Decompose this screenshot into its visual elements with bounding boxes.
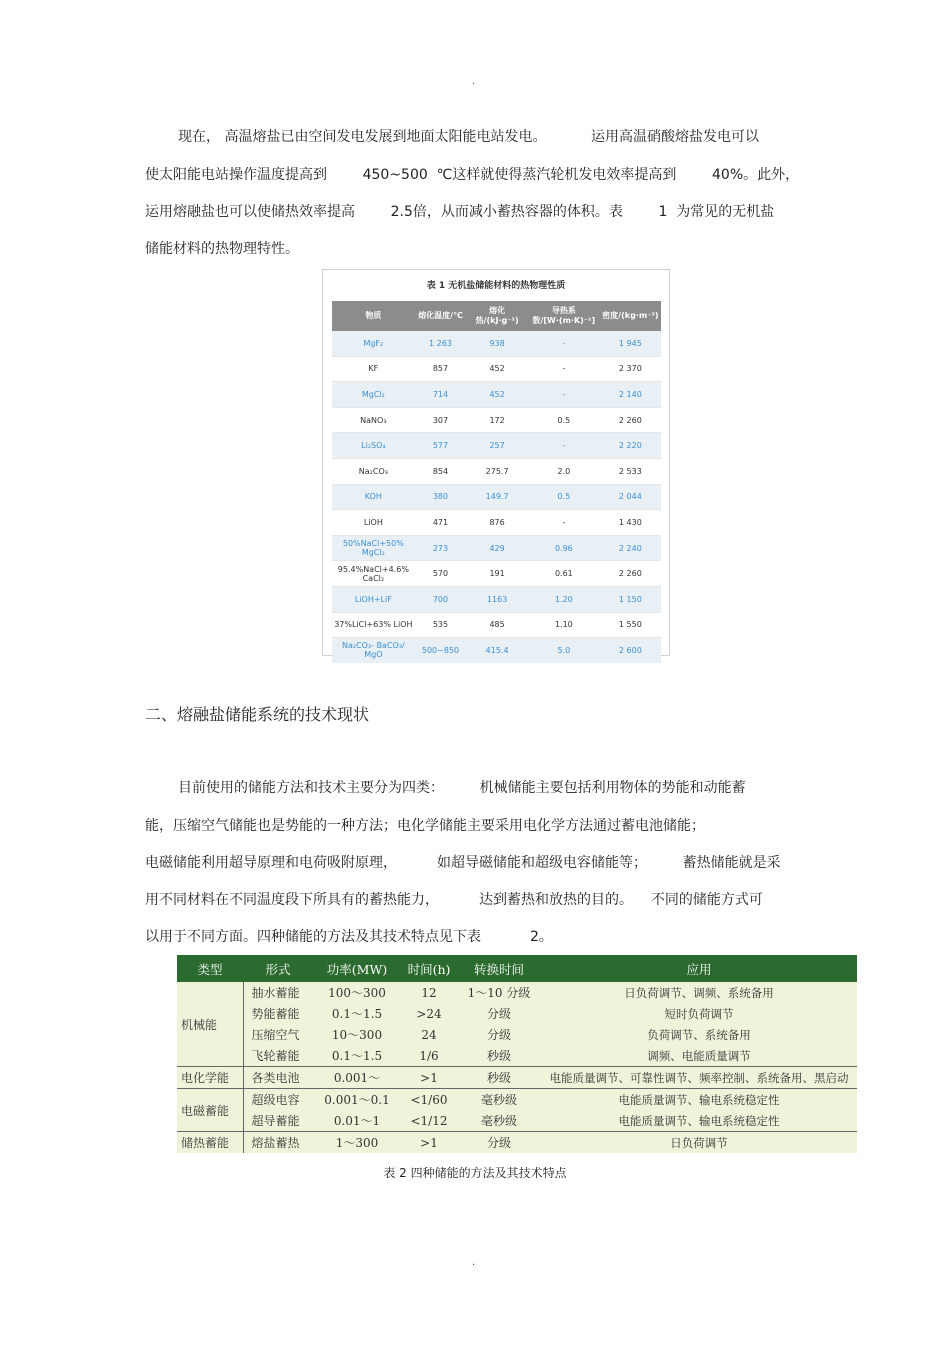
- table1-cell: 500~850: [415, 638, 467, 663]
- table2-cell: 飞轮蓄能: [243, 1045, 313, 1067]
- table1-cell: 50%NaCl+50% MgCl₂: [332, 535, 415, 561]
- table2-cell: 分级: [457, 1003, 541, 1024]
- table2-cell: 电能质量调节、输电系统稳定性: [541, 1110, 857, 1132]
- table2-cell: 1～300: [313, 1132, 401, 1154]
- table1-cell: 191: [466, 561, 528, 587]
- table2-cell: 0.001～: [313, 1067, 401, 1089]
- table1-row: [332, 638, 661, 663]
- table2-cell: <1/12: [401, 1110, 457, 1132]
- table1-cell: 714: [415, 382, 467, 408]
- table2-cell: 12: [401, 982, 457, 1003]
- table1-cell: 854: [415, 458, 467, 484]
- table1-cell: -: [528, 382, 600, 408]
- table1-cell: 485: [466, 612, 528, 638]
- table1-cell: 275.7: [466, 458, 528, 484]
- table1-cell: 0.61: [528, 561, 600, 587]
- table2-cell: 短时负荷调节: [541, 1003, 857, 1024]
- table2-cell: 各类电池: [243, 1067, 313, 1089]
- table2-header: 应用: [541, 955, 857, 982]
- table2-cell: 超导蓄能: [243, 1110, 313, 1132]
- table1-cell: 95.4%NaCl+4.6% CaCl₂: [332, 561, 415, 587]
- table2-cell: 电能质量调节、输电系统稳定性: [541, 1089, 857, 1111]
- table1-row: [332, 510, 661, 536]
- table1-cell: -: [528, 510, 600, 536]
- table1-cell: 1 945: [600, 331, 661, 356]
- table1-cell: 149.7: [466, 484, 528, 510]
- table2-row: [177, 1045, 857, 1067]
- table1-cell: 2 260: [600, 561, 661, 587]
- paragraph1-line2: 使太阳能电站操作温度提高到 450~500 ℃这样就使得蒸汽轮机发电效率提高到 40%。此外，: [145, 167, 800, 183]
- table1-cell: 2.0: [528, 458, 600, 484]
- table1-cell: 452: [466, 382, 528, 408]
- table1-row: [332, 331, 661, 356]
- table2-cell: 1～10 分级: [457, 982, 541, 1003]
- table2-type-cell: 储热蓄能: [177, 1132, 243, 1154]
- table1-cell: 938: [466, 331, 528, 356]
- table1-row: [332, 433, 661, 459]
- table2-row: [177, 1067, 857, 1089]
- table1-cell: -: [528, 356, 600, 382]
- table2-row: [177, 1003, 857, 1024]
- table2-cell: <1/60: [401, 1089, 457, 1111]
- table1-cell: 471: [415, 510, 467, 536]
- table2-cell: 0.1～1.5: [313, 1003, 401, 1024]
- table1-cell: Na₂CO₃- BaCO₃/ MgO: [332, 638, 415, 663]
- paragraph2-line2: 能，压缩空气储能也是势能的一种方法；电化学储能主要采用电化学方法通过蓄电池储能；: [145, 818, 705, 834]
- table1-cell: LiOH: [332, 510, 415, 536]
- table1-cell: KF: [332, 356, 415, 382]
- table1-row: [332, 586, 661, 612]
- table1-cell: 857: [415, 356, 467, 382]
- table1-cell: 2 240: [600, 535, 661, 561]
- table2-header: 功率(MW): [313, 955, 401, 982]
- table1-cell: 172: [466, 407, 528, 433]
- table2-cell: >24: [401, 1003, 457, 1024]
- table1-cell: -: [528, 433, 600, 459]
- page-marker-top: .: [472, 76, 476, 87]
- table2-cell: 0.001～0.1: [313, 1089, 401, 1111]
- table1-cell: 700: [415, 586, 467, 612]
- table2-row: [177, 1110, 857, 1132]
- table1-cell: 380: [415, 484, 467, 510]
- table1-row: [332, 535, 661, 561]
- table1-row: [332, 458, 661, 484]
- table1-row: [332, 612, 661, 638]
- table1-row: [332, 382, 661, 408]
- table1-cell: 535: [415, 612, 467, 638]
- table1-cell: 452: [466, 356, 528, 382]
- paragraph1-line4: 储能材料的热物理特性。: [145, 241, 299, 257]
- table2-row: [177, 982, 857, 1003]
- table1-cell: 570: [415, 561, 467, 587]
- table2-type-cell: 机械能: [177, 982, 243, 1067]
- table2-row: [177, 1024, 857, 1045]
- table1-cell: 2 220: [600, 433, 661, 459]
- table1-cell: 257: [466, 433, 528, 459]
- table1-header: 熔化温度/℃: [415, 301, 467, 331]
- table1-cell: Li₂SO₄: [332, 433, 415, 459]
- table1-cell: 2 260: [600, 407, 661, 433]
- table1-row: [332, 561, 661, 587]
- table2-cell: 秒级: [457, 1067, 541, 1089]
- table1-row: [332, 484, 661, 510]
- paragraph2-line1: 目前使用的储能方法和技术主要分为四类： 机械储能主要包括利用物体的势能和动能蓄: [178, 780, 746, 796]
- table2-cell: 势能蓄能: [243, 1003, 313, 1024]
- table1-cell: 2 044: [600, 484, 661, 510]
- table1-cell: 1.10: [528, 612, 600, 638]
- table2-row: [177, 1132, 857, 1154]
- table1-cell: 577: [415, 433, 467, 459]
- table1-cell: MgF₂: [332, 331, 415, 356]
- table2-type-cell: 电磁蓄能: [177, 1089, 243, 1132]
- paragraph1-line1: 现在， 高温熔盐已由空间发电发展到地面太阳能电站发电。 运用高温硝酸熔盐发电可以: [178, 129, 759, 145]
- table1-cell: 1.20: [528, 586, 600, 612]
- table1-cell: 2 370: [600, 356, 661, 382]
- table2-header: 类型: [177, 955, 243, 982]
- table1-figure: [322, 269, 670, 660]
- table1-cell: 307: [415, 407, 467, 433]
- table1-cell: MgCl₂: [332, 382, 415, 408]
- table1-cell: 415.4: [466, 638, 528, 663]
- table2-header: 时间(h): [401, 955, 457, 982]
- table2-cell: 分级: [457, 1024, 541, 1045]
- table2-cell: 秒级: [457, 1045, 541, 1067]
- table1-cell: 0.96: [528, 535, 600, 561]
- table1-cell: 0.5: [528, 407, 600, 433]
- paragraph1-line3: 运用熔融盐也可以使储热效率提高 2.5倍，从而减小蓄热容器的体积。表 1 为常见的无机盐: [145, 204, 775, 220]
- table1-cell: 37%LiCl+63% LiOH: [332, 612, 415, 638]
- table1-cell: 1 550: [600, 612, 661, 638]
- table2-cell: 负荷调节、系统备用: [541, 1024, 857, 1045]
- table2-cell: 电能质量调节、可靠性调节、频率控制、系统备用、黑启动: [541, 1067, 857, 1089]
- table1-cell: 5.0: [528, 638, 600, 663]
- table1-header: 密度/(kg·m⁻³): [600, 301, 661, 331]
- table2-cell: >1: [401, 1132, 457, 1154]
- table1-cell: 1 430: [600, 510, 661, 536]
- table2-header: 形式: [243, 955, 313, 982]
- paragraph2-line5: 以用于不同方面。四种储能的方法及其技术特点见下表 2。: [145, 929, 553, 945]
- table1-cell: 1163: [466, 586, 528, 612]
- table2-caption: 表 2 四种储能的方法及其技术特点: [383, 1166, 567, 1180]
- table1: [332, 301, 661, 663]
- table1-header: 导热系数/[W·(m·K)⁻¹]: [528, 301, 600, 331]
- table1-header: 熔化热/(kJ·g⁻¹): [466, 301, 528, 331]
- table1-header: 物质: [332, 301, 415, 331]
- table2-cell: 0.1～1.5: [313, 1045, 401, 1067]
- table2-cell: 0.01～1: [313, 1110, 401, 1132]
- table2-cell: 超级电容: [243, 1089, 313, 1111]
- table1-cell: 2 140: [600, 382, 661, 408]
- table1-cell: 1 150: [600, 586, 661, 612]
- table1-cell: 2 533: [600, 458, 661, 484]
- table2-type-cell: 电化学能: [177, 1067, 243, 1089]
- page-marker-bottom: .: [472, 1257, 476, 1268]
- table2-row: [177, 1089, 857, 1111]
- table1-title: 表 1 无机盐储能材料的热物理性质: [426, 281, 566, 291]
- table1-cell: -: [528, 331, 600, 356]
- table2-cell: 抽水蓄能: [243, 982, 313, 1003]
- table2-cell: >1: [401, 1067, 457, 1089]
- table2-cell: 10～300: [313, 1024, 401, 1045]
- table2-cell: 压缩空气: [243, 1024, 313, 1045]
- table2-cell: 毫秒级: [457, 1089, 541, 1111]
- table2-cell: 熔盐蓄热: [243, 1132, 313, 1154]
- table2-cell: 100～300: [313, 982, 401, 1003]
- table2: [177, 955, 857, 1153]
- paragraph2-line3: 电磁储能利用超导原理和电荷吸附原理， 如超导磁储能和超级电容储能等； 蓄热储能就是采: [145, 855, 781, 871]
- table1-row: [332, 407, 661, 433]
- table1-cell: 429: [466, 535, 528, 561]
- table1-cell: 0.5: [528, 484, 600, 510]
- paragraph2-line4: 用不同材料在不同温度段下所具有的蓄热能力， 达到蓄热和放热的目的。 不同的储能方式可: [145, 892, 763, 908]
- section-heading: 二、熔融盐储能系统的技术现状: [145, 705, 370, 724]
- table1-cell: 876: [466, 510, 528, 536]
- table1-row: [332, 356, 661, 382]
- table2-cell: 日负荷调节: [541, 1132, 857, 1154]
- table2-cell: 毫秒级: [457, 1110, 541, 1132]
- table1-cell: KOH: [332, 484, 415, 510]
- table2-cell: 日负荷调节、调频、系统备用: [541, 982, 857, 1003]
- table2-header: 转换时间: [457, 955, 541, 982]
- table1-cell: 273: [415, 535, 467, 561]
- table1-cell: NaNO₃: [332, 407, 415, 433]
- table1-cell: 2 600: [600, 638, 661, 663]
- table1-cell: 1 263: [415, 331, 467, 356]
- table2-cell: 1/6: [401, 1045, 457, 1067]
- table2-cell: 分级: [457, 1132, 541, 1154]
- table1-cell: LiOH+LiF: [332, 586, 415, 612]
- table2-cell: 调频、电能质量调节: [541, 1045, 857, 1067]
- table1-cell: Na₂CO₃: [332, 458, 415, 484]
- table2-cell: 24: [401, 1024, 457, 1045]
